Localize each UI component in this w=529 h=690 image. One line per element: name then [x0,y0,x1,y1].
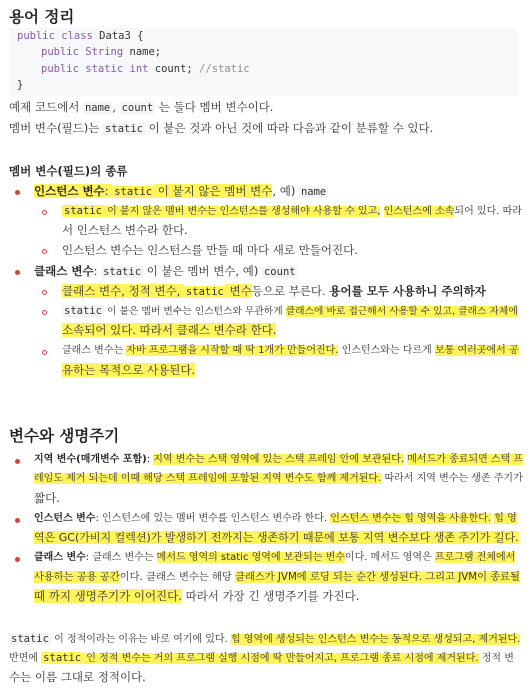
code-keyword: public static int [41,63,149,75]
list-item-class-lifecycle-cont: 사용하는 공용 공간이다. 클래스 변수는 해당 클래스가 JVM에 로딩 되는 순간 생성된다. 그리고 JVM이 종료될 [34,571,520,583]
sub-item-instance-1: static 이 붙지 않은 멤버 변수는 인스턴스를 생성해야 사용할 수 있고, 인스턴스에 소속되어 있다. 따라 [64,205,522,217]
bullet-icon [15,459,20,464]
subheading-member-kinds: 멤버 변수(필드)의 종류 [9,164,128,178]
inline-code: count [121,102,154,114]
inline-code: static [185,286,224,298]
code-block [9,28,517,96]
code-keyword: public String [41,46,124,58]
sub-item-class-3: 클래스 변수는 자바 프로그램을 시작할 때 딱 1개가 만들어진다. 인스턴스와는 다르게 보통 여러곳에서 공 [62,345,519,356]
list-item-class-lifecycle: 클래스 변수: 클래스 변수는 메서드 영역의 static 영역에 보관되는 변수이다. 메서드 영역은 프로그램 전체에서 [34,552,516,563]
code-text: name; [123,46,162,58]
paragraph-static-reason-cont: 반면에 static 인 정적 변수는 거의 프로그램 실행 시점에 딱 만들어지고, 프로그램 종료 시점에 제거된다. 정적 변 [9,652,514,664]
list-item-instance-lifecycle: 인스턴스 변수: 인스턴스에 있는 멤버 변수를 인스턴스 변수라 한다. 인스턴스 변수는 힙 영역을 사용한다. 힙 영 [34,513,517,524]
inline-code: static [43,652,82,664]
sub-bullet-icon [42,210,47,215]
code-line-2 [41,46,161,58]
code-comment: //static [199,63,250,75]
section-title-terms: 용어 정리 [9,8,75,26]
sub-item-class-2-cont: 소속되어 있다. 따라서 클래스 변수라 한다. [62,323,277,337]
sub-item-class-1: 클래스 변수, 정적 변수, static 변수등으로 부른다. 용어를 모두 사용하니 주의하자 [62,284,486,298]
sub-bullet-icon [42,310,47,315]
paragraph-static-reason-cont2: 수는 이름 그대로 정적이다. [9,670,146,684]
code-line-4: } [17,79,24,91]
paragraph-member-desc: 멤버 변수(필드)는 static 이 붙은 것과 아닌 것에 따라 다음과 같이 분류할 수 있다. [9,121,434,135]
list-item-class-lifecycle-cont2: 때 까지 생명주기가 이어진다. 따라서 가장 긴 생명주기를 가진다. [34,589,360,603]
inline-code: static [105,123,143,135]
paragraph-static-reason: static 이 정적이라는 이유는 바로 여기에 있다. 힙 영역에 생성되는 인스턴스 변수는 동적으로 생성되고, 제거된다. [11,633,521,645]
sub-bullet-icon [42,350,47,355]
sub-item-class-2: static 이 붙은 멤버 변수는 인스턴스와 무관하게 클래스에 바로 접근해서 사용할 수 있고, 클래스 자체에 [64,305,518,317]
bullet-icon [15,518,20,523]
bullet-icon [15,270,20,275]
inline-code: static [64,305,102,317]
inline-code: count [263,266,296,278]
list-item-instance-lifecycle-cont: 역은 GC(가비지 컬렉션)가 발생하기 전까지는 생존하기 때문에 보통 지역 변수보다 생존 주기가 길다. [34,531,519,544]
paragraph-example-desc: 예제 코드에서 name , count 는 둘다 멤버 변수이다. [9,100,274,114]
list-item-class-variable: 클래스 변수: static 이 붙은 멤버 변수, 예) count [34,264,296,278]
sub-item-instance-2: 인스턴스 변수는 인스턴스를 만들 때 마다 새로 만들어진다. [62,243,358,257]
inline-code: name [300,186,327,198]
sub-bullet-icon [42,290,47,295]
code-line-1 [17,30,143,42]
bullet-icon [15,557,20,562]
inline-code: static [11,633,49,645]
sub-item-instance-1-cont: 서 인스턴스 변수라 한다. [62,223,188,237]
list-item-local-variable: 지역 변수(매개변수 포함): 지역 변수는 스택 영역에 있는 스택 프레임 안에 보관된다. 메서드가 종료되면 스택 프 [34,454,524,465]
list-item-instance-variable: 인스턴스 변수: static 이 붙지 않은 멤버 변수, 예) name [34,184,327,198]
inline-code: static [114,186,153,198]
code-keyword: public class [17,30,93,42]
inline-code: static [103,266,142,278]
sub-bullet-icon [42,249,47,254]
inline-code: name [84,102,111,114]
list-item-local-variable-cont: 레임도 제거 되는데 이때 해당 스택 프레임에 포함된 지역 변수도 함께 제거된다. 따라서 지역 변수는 생존 주기가 [34,473,523,484]
list-item-local-variable-cont2: 짧다. [34,491,60,505]
inline-code: static [64,205,102,217]
sub-item-class-3-cont: 유하는 목적으로 사용된다. [62,363,196,377]
code-text: count; [148,63,200,75]
section-title-lifecycle: 변수와 생명주기 [9,427,120,445]
bullet-icon [15,190,20,195]
code-text: Data3 { [92,30,144,42]
code-line-3 [41,63,250,75]
